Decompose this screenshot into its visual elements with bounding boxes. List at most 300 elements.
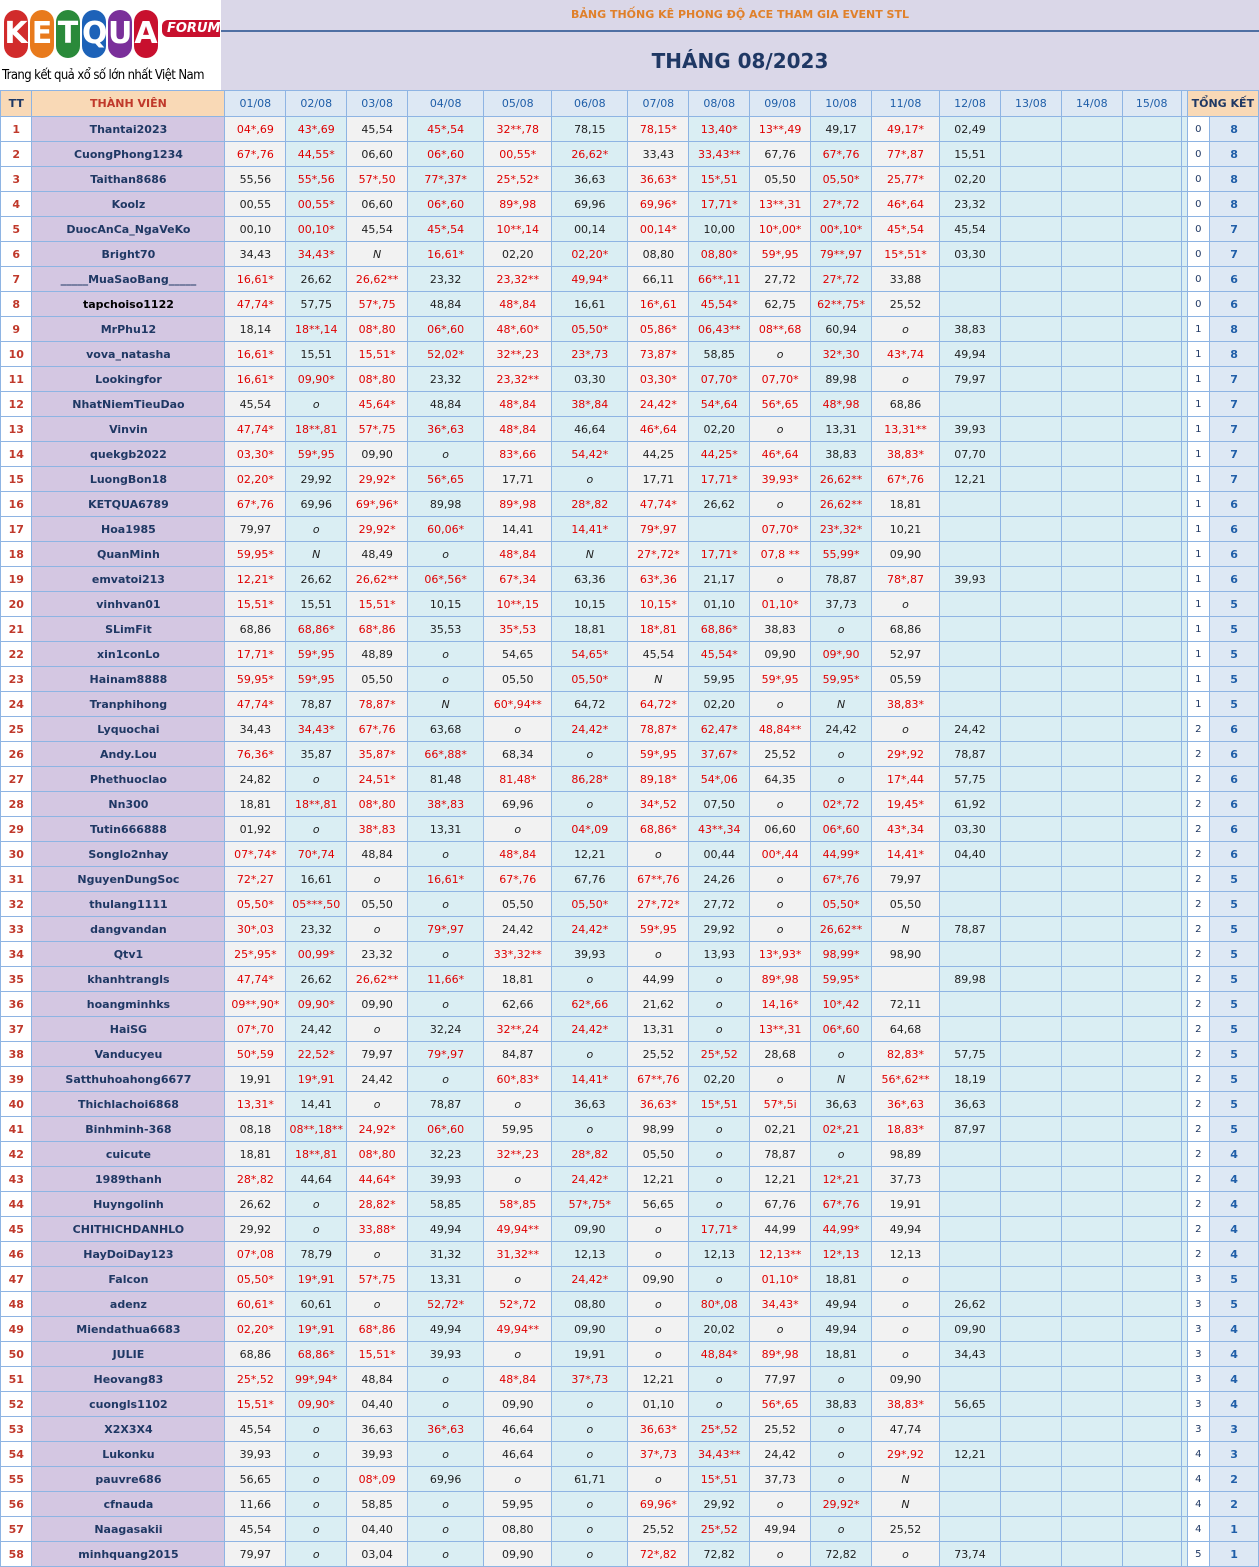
prediction-cell[interactable]: 13,31 — [628, 1017, 689, 1042]
prediction-cell[interactable]: 11,66* — [408, 967, 484, 992]
prediction-cell[interactable]: 32,23 — [408, 1142, 484, 1167]
prediction-cell[interactable]: 23,32 — [286, 917, 347, 942]
prediction-cell[interactable] — [940, 1167, 1001, 1192]
prediction-cell[interactable]: 67*,34 — [484, 567, 552, 592]
prediction-cell[interactable] — [940, 1242, 1001, 1267]
prediction-cell[interactable]: 29,92 — [689, 917, 750, 942]
prediction-cell[interactable]: 57,75 — [940, 767, 1001, 792]
prediction-cell[interactable]: 57*,75 — [347, 292, 408, 317]
prediction-cell[interactable]: 67*,76 — [811, 142, 872, 167]
prediction-cell[interactable]: 24,42 — [286, 1017, 347, 1042]
prediction-cell[interactable]: 37,73 — [750, 1467, 811, 1492]
prediction-cell[interactable]: 60*,94** — [484, 692, 552, 717]
prediction-cell[interactable]: 05,50 — [872, 892, 940, 917]
prediction-cell[interactable]: 28*,82 — [552, 492, 628, 517]
prediction-cell[interactable]: 16,61* — [225, 342, 286, 367]
prediction-cell[interactable]: 17,71 — [628, 467, 689, 492]
prediction-cell[interactable]: 78,87 — [408, 1092, 484, 1117]
prediction-cell[interactable]: 07,70* — [750, 367, 811, 392]
prediction-cell[interactable]: 05,50* — [552, 892, 628, 917]
prediction-cell[interactable]: 05***,50 — [286, 892, 347, 917]
prediction-cell[interactable]: 39,93* — [750, 467, 811, 492]
prediction-cell[interactable]: 69,96 — [552, 192, 628, 217]
empty-cell[interactable] — [1061, 542, 1122, 567]
prediction-cell[interactable]: 39,93 — [940, 417, 1001, 442]
prediction-cell[interactable]: 69,96 — [408, 1467, 484, 1492]
prediction-cell[interactable]: 31,32 — [408, 1242, 484, 1267]
prediction-cell[interactable]: 52,97 — [872, 642, 940, 667]
prediction-cell[interactable]: 66*,88* — [408, 742, 484, 767]
empty-cell[interactable] — [1061, 967, 1122, 992]
prediction-cell[interactable]: 38,83* — [872, 442, 940, 467]
prediction-cell[interactable]: 05,50* — [811, 167, 872, 192]
empty-cell[interactable] — [1000, 1167, 1061, 1192]
prediction-cell[interactable]: 81,48 — [408, 767, 484, 792]
prediction-cell[interactable]: o — [689, 1117, 750, 1142]
prediction-cell[interactable]: 23,32 — [347, 942, 408, 967]
empty-cell[interactable] — [1000, 617, 1061, 642]
prediction-cell[interactable]: 89,18* — [628, 767, 689, 792]
empty-cell[interactable] — [1000, 692, 1061, 717]
prediction-cell[interactable]: 00,44 — [689, 842, 750, 867]
prediction-cell[interactable]: o — [552, 967, 628, 992]
prediction-cell[interactable]: 38,83 — [940, 317, 1001, 342]
prediction-cell[interactable]: 20,02 — [689, 1317, 750, 1342]
prediction-cell[interactable]: 26,62 — [286, 567, 347, 592]
empty-cell[interactable] — [1000, 867, 1061, 892]
prediction-cell[interactable]: 25*,52 — [225, 1367, 286, 1392]
empty-cell[interactable] — [1061, 1317, 1122, 1342]
prediction-cell[interactable]: o — [552, 1417, 628, 1442]
prediction-cell[interactable]: 16,61 — [286, 867, 347, 892]
prediction-cell[interactable]: 00,55 — [225, 192, 286, 217]
prediction-cell[interactable]: 26,62 — [286, 267, 347, 292]
prediction-cell[interactable]: o — [286, 767, 347, 792]
empty-cell[interactable] — [1061, 567, 1122, 592]
prediction-cell[interactable]: 24,42* — [552, 717, 628, 742]
empty-cell[interactable] — [1122, 567, 1181, 592]
prediction-cell[interactable]: 32**,78 — [484, 117, 552, 142]
prediction-cell[interactable] — [872, 967, 940, 992]
prediction-cell[interactable]: 64,72 — [552, 692, 628, 717]
prediction-cell[interactable]: 80*,08 — [689, 1292, 750, 1317]
empty-cell[interactable] — [1122, 292, 1181, 317]
prediction-cell[interactable]: 48,84** — [750, 717, 811, 742]
prediction-cell[interactable]: 25,77* — [872, 167, 940, 192]
prediction-cell[interactable]: 78,87 — [811, 567, 872, 592]
prediction-cell[interactable]: 59,95* — [811, 967, 872, 992]
prediction-cell[interactable]: 24,42 — [484, 917, 552, 942]
prediction-cell[interactable]: 18,81 — [225, 1142, 286, 1167]
member-name[interactable]: _____MuaSaoBang_____ — [32, 267, 225, 292]
prediction-cell[interactable]: 34,43** — [689, 1442, 750, 1467]
prediction-cell[interactable]: o — [750, 1317, 811, 1342]
prediction-cell[interactable]: 38,83* — [872, 1392, 940, 1417]
prediction-cell[interactable]: 13*,93* — [750, 942, 811, 967]
prediction-cell[interactable]: 07,50 — [689, 792, 750, 817]
prediction-cell[interactable]: 05,50 — [347, 892, 408, 917]
prediction-cell[interactable]: 27*,72* — [628, 892, 689, 917]
member-name[interactable]: Tranphihong — [32, 692, 225, 717]
prediction-cell[interactable]: 05,50* — [811, 892, 872, 917]
prediction-cell[interactable]: 09**,90* — [225, 992, 286, 1017]
prediction-cell[interactable]: 68*,86 — [347, 1317, 408, 1342]
prediction-cell[interactable]: 28,82* — [347, 1192, 408, 1217]
prediction-cell[interactable]: 58,85 — [347, 1492, 408, 1517]
prediction-cell[interactable]: 17*,44 — [872, 767, 940, 792]
prediction-cell[interactable]: 89,98 — [940, 967, 1001, 992]
prediction-cell[interactable]: 59*,95 — [286, 642, 347, 667]
prediction-cell[interactable]: 13,31 — [811, 417, 872, 442]
prediction-cell[interactable]: o — [628, 1317, 689, 1342]
prediction-cell[interactable]: 14,16* — [750, 992, 811, 1017]
empty-cell[interactable] — [1061, 1467, 1122, 1492]
empty-cell[interactable] — [1061, 617, 1122, 642]
prediction-cell[interactable]: 59,95 — [484, 1117, 552, 1142]
prediction-cell[interactable]: o — [872, 1342, 940, 1367]
prediction-cell[interactable]: o — [689, 992, 750, 1017]
member-name[interactable]: Binhminh-368 — [32, 1117, 225, 1142]
prediction-cell[interactable]: 09,90 — [484, 1542, 552, 1567]
prediction-cell[interactable]: 00,10* — [286, 217, 347, 242]
prediction-cell[interactable]: 34*,52 — [628, 792, 689, 817]
prediction-cell[interactable]: 29*,92 — [872, 1442, 940, 1467]
prediction-cell[interactable]: 09,90 — [872, 1367, 940, 1392]
empty-cell[interactable] — [1061, 1367, 1122, 1392]
empty-cell[interactable] — [1000, 317, 1061, 342]
prediction-cell[interactable]: 47,74* — [225, 967, 286, 992]
prediction-cell[interactable]: o — [484, 1342, 552, 1367]
prediction-cell[interactable]: 04,40 — [347, 1517, 408, 1542]
empty-cell[interactable] — [1000, 1017, 1061, 1042]
prediction-cell[interactable]: 72,82 — [689, 1542, 750, 1567]
prediction-cell[interactable]: o — [750, 1542, 811, 1567]
prediction-cell[interactable]: 78,87 — [940, 917, 1001, 942]
prediction-cell[interactable]: 29,92 — [689, 1492, 750, 1517]
prediction-cell[interactable]: 89*,98 — [484, 192, 552, 217]
prediction-cell[interactable] — [940, 892, 1001, 917]
prediction-cell[interactable]: 03,30 — [552, 367, 628, 392]
empty-cell[interactable] — [1000, 667, 1061, 692]
empty-cell[interactable] — [1122, 1517, 1181, 1542]
prediction-cell[interactable]: 56,65 — [940, 1392, 1001, 1417]
prediction-cell[interactable]: o — [408, 667, 484, 692]
prediction-cell[interactable]: 79**,97 — [811, 242, 872, 267]
empty-cell[interactable] — [1061, 1142, 1122, 1167]
prediction-cell[interactable]: 06*,60 — [811, 1017, 872, 1042]
prediction-cell[interactable]: 59,95 — [689, 667, 750, 692]
prediction-cell[interactable]: 23,32 — [408, 367, 484, 392]
prediction-cell[interactable]: 10,21 — [872, 517, 940, 542]
prediction-cell[interactable]: 02,20* — [225, 1317, 286, 1342]
prediction-cell[interactable]: 12,21 — [628, 1167, 689, 1192]
member-name[interactable]: CHITHICHDANHLO — [32, 1217, 225, 1242]
prediction-cell[interactable]: 58,85 — [408, 1192, 484, 1217]
prediction-cell[interactable]: o — [408, 842, 484, 867]
prediction-cell[interactable]: 13,93 — [689, 942, 750, 967]
prediction-cell[interactable]: 48,49 — [347, 542, 408, 567]
prediction-cell[interactable]: 36,63* — [628, 167, 689, 192]
prediction-cell[interactable]: N — [872, 917, 940, 942]
prediction-cell[interactable]: 15,51* — [225, 592, 286, 617]
prediction-cell[interactable]: 21,62 — [628, 992, 689, 1017]
member-name[interactable]: Hoa1985 — [32, 517, 225, 542]
member-name[interactable]: minhquang2015 — [32, 1542, 225, 1567]
prediction-cell[interactable]: 55*,56 — [286, 167, 347, 192]
prediction-cell[interactable]: o — [286, 1192, 347, 1217]
empty-cell[interactable] — [1000, 742, 1061, 767]
prediction-cell[interactable]: 02,20 — [689, 417, 750, 442]
empty-cell[interactable] — [1061, 892, 1122, 917]
empty-cell[interactable] — [1000, 417, 1061, 442]
prediction-cell[interactable]: N — [628, 667, 689, 692]
prediction-cell[interactable]: 48*,84 — [484, 842, 552, 867]
prediction-cell[interactable]: 68,86 — [872, 617, 940, 642]
prediction-cell[interactable]: o — [750, 492, 811, 517]
prediction-cell[interactable]: o — [286, 517, 347, 542]
prediction-cell[interactable]: 78,79 — [286, 1242, 347, 1267]
prediction-cell[interactable]: 32**,23 — [484, 1142, 552, 1167]
empty-cell[interactable] — [1122, 617, 1181, 642]
member-name[interactable]: Songlo2nhay — [32, 842, 225, 867]
prediction-cell[interactable]: 59*,95 — [628, 742, 689, 767]
empty-cell[interactable] — [1122, 1542, 1181, 1567]
prediction-cell[interactable]: 06,43** — [689, 317, 750, 342]
prediction-cell[interactable]: o — [811, 1042, 872, 1067]
prediction-cell[interactable]: o — [811, 742, 872, 767]
prediction-cell[interactable]: o — [872, 1292, 940, 1317]
prediction-cell[interactable]: 18,81 — [225, 792, 286, 817]
prediction-cell[interactable]: 06*,60 — [408, 192, 484, 217]
empty-cell[interactable] — [1122, 1442, 1181, 1467]
prediction-cell[interactable]: 16,61* — [408, 242, 484, 267]
prediction-cell[interactable]: 33,43 — [628, 142, 689, 167]
prediction-cell[interactable]: 18,14 — [225, 317, 286, 342]
prediction-cell[interactable]: 45,54* — [689, 642, 750, 667]
prediction-cell[interactable]: o — [552, 1042, 628, 1067]
empty-cell[interactable] — [1000, 942, 1061, 967]
empty-cell[interactable] — [1000, 1292, 1061, 1317]
prediction-cell[interactable]: 24,42 — [347, 1067, 408, 1092]
prediction-cell[interactable]: 26,62 — [286, 967, 347, 992]
prediction-cell[interactable]: 62,75 — [750, 292, 811, 317]
prediction-cell[interactable]: 28*,82 — [225, 1167, 286, 1192]
prediction-cell[interactable]: 45*,54 — [408, 117, 484, 142]
prediction-cell[interactable]: 32**,23 — [484, 342, 552, 367]
prediction-cell[interactable]: 56*,65 — [408, 467, 484, 492]
member-name[interactable]: Hainam8888 — [32, 667, 225, 692]
member-name[interactable]: pauvre686 — [32, 1467, 225, 1492]
prediction-cell[interactable]: o — [811, 1517, 872, 1542]
prediction-cell[interactable]: 09,90 — [940, 1317, 1001, 1342]
prediction-cell[interactable]: o — [689, 1017, 750, 1042]
prediction-cell[interactable]: 18*,81 — [628, 617, 689, 642]
prediction-cell[interactable]: 43*,69 — [286, 117, 347, 142]
prediction-cell[interactable]: N — [811, 692, 872, 717]
prediction-cell[interactable]: 27*,72* — [628, 542, 689, 567]
prediction-cell[interactable]: 37,73 — [811, 592, 872, 617]
prediction-cell[interactable]: 57*,75 — [347, 417, 408, 442]
prediction-cell[interactable]: 49,94** — [484, 1317, 552, 1342]
prediction-cell[interactable]: 67,76 — [750, 1192, 811, 1217]
prediction-cell[interactable]: o — [408, 1367, 484, 1392]
prediction-cell[interactable]: 32**,24 — [484, 1017, 552, 1042]
empty-cell[interactable] — [1000, 642, 1061, 667]
prediction-cell[interactable]: 63,68 — [408, 717, 484, 742]
prediction-cell[interactable]: 17,71* — [689, 467, 750, 492]
prediction-cell[interactable]: 19,91 — [872, 1192, 940, 1217]
prediction-cell[interactable]: 24,26 — [689, 867, 750, 892]
prediction-cell[interactable]: 62**,75* — [811, 292, 872, 317]
member-name[interactable]: tapchoiso1122 — [32, 292, 225, 317]
empty-cell[interactable] — [1000, 392, 1061, 417]
empty-cell[interactable] — [1122, 417, 1181, 442]
empty-cell[interactable] — [1061, 1092, 1122, 1117]
prediction-cell[interactable]: 00,10 — [225, 217, 286, 242]
prediction-cell[interactable]: 48,84* — [689, 1342, 750, 1367]
prediction-cell[interactable]: 55,56 — [225, 167, 286, 192]
prediction-cell[interactable]: 64,35 — [750, 767, 811, 792]
prediction-cell[interactable] — [940, 1417, 1001, 1442]
member-name[interactable]: Huyngolinh — [32, 1192, 225, 1217]
prediction-cell[interactable]: 79,97 — [225, 517, 286, 542]
prediction-cell[interactable]: 69,96 — [484, 792, 552, 817]
empty-cell[interactable] — [1122, 917, 1181, 942]
prediction-cell[interactable]: 37*,73 — [628, 1442, 689, 1467]
prediction-cell[interactable]: 48*,98 — [811, 392, 872, 417]
prediction-cell[interactable]: 46*,64 — [628, 417, 689, 442]
prediction-cell[interactable]: o — [552, 1392, 628, 1417]
member-name[interactable]: Koolz — [32, 192, 225, 217]
prediction-cell[interactable]: 57*,75* — [552, 1192, 628, 1217]
prediction-cell[interactable]: 18**,81 — [286, 1142, 347, 1167]
member-name[interactable]: adenz — [32, 1292, 225, 1317]
empty-cell[interactable] — [1000, 1042, 1061, 1067]
prediction-cell[interactable] — [940, 1367, 1001, 1392]
prediction-cell[interactable]: 24,51* — [347, 767, 408, 792]
prediction-cell[interactable] — [940, 1267, 1001, 1292]
prediction-cell[interactable]: 79,97 — [347, 1042, 408, 1067]
prediction-cell[interactable]: 10*,00* — [750, 217, 811, 242]
prediction-cell[interactable]: o — [552, 1492, 628, 1517]
prediction-cell[interactable]: o — [811, 1142, 872, 1167]
prediction-cell[interactable]: 60*,83* — [484, 1067, 552, 1092]
prediction-cell[interactable]: 02,20* — [552, 242, 628, 267]
empty-cell[interactable] — [1000, 167, 1061, 192]
prediction-cell[interactable]: 37*,73 — [552, 1367, 628, 1392]
prediction-cell[interactable]: 12,13 — [552, 1242, 628, 1267]
member-name[interactable]: Satthuhoahong6677 — [32, 1067, 225, 1092]
prediction-cell[interactable]: 52,02* — [408, 342, 484, 367]
prediction-cell[interactable] — [940, 542, 1001, 567]
empty-cell[interactable] — [1061, 317, 1122, 342]
member-name[interactable]: Miendathua6683 — [32, 1317, 225, 1342]
member-name[interactable]: vinhvan01 — [32, 592, 225, 617]
prediction-cell[interactable]: o — [750, 342, 811, 367]
prediction-cell[interactable]: 12,21 — [940, 1442, 1001, 1467]
prediction-cell[interactable]: 36,63 — [940, 1092, 1001, 1117]
prediction-cell[interactable]: 45*,54 — [408, 217, 484, 242]
prediction-cell[interactable]: 52*,72 — [484, 1292, 552, 1317]
prediction-cell[interactable]: 59*,95 — [286, 442, 347, 467]
prediction-cell[interactable]: 07,70 — [940, 442, 1001, 467]
prediction-cell[interactable]: 14,41* — [872, 842, 940, 867]
prediction-cell[interactable]: 33,43** — [689, 142, 750, 167]
prediction-cell[interactable]: 69*,96* — [347, 492, 408, 517]
member-name[interactable]: Thantai2023 — [32, 117, 225, 142]
prediction-cell[interactable]: 15*,51 — [689, 1092, 750, 1117]
prediction-cell[interactable]: N — [811, 1067, 872, 1092]
prediction-cell[interactable] — [940, 1192, 1001, 1217]
empty-cell[interactable] — [1122, 1417, 1181, 1442]
prediction-cell[interactable]: o — [750, 792, 811, 817]
prediction-cell[interactable]: 26,62** — [347, 967, 408, 992]
empty-cell[interactable] — [1061, 1292, 1122, 1317]
prediction-cell[interactable]: 79,97 — [872, 867, 940, 892]
prediction-cell[interactable]: 48,84 — [347, 842, 408, 867]
empty-cell[interactable] — [1061, 367, 1122, 392]
prediction-cell[interactable]: 12,21 — [940, 467, 1001, 492]
empty-cell[interactable] — [1061, 842, 1122, 867]
member-name[interactable]: NhatNiemTieuDao — [32, 392, 225, 417]
empty-cell[interactable] — [1061, 167, 1122, 192]
prediction-cell[interactable]: 48*,84 — [484, 392, 552, 417]
prediction-cell[interactable]: 36,63* — [628, 1092, 689, 1117]
prediction-cell[interactable]: 26,62 — [689, 492, 750, 517]
prediction-cell[interactable]: o — [689, 1142, 750, 1167]
member-name[interactable]: Qtv1 — [32, 942, 225, 967]
prediction-cell[interactable]: o — [811, 617, 872, 642]
prediction-cell[interactable]: 54*,64 — [689, 392, 750, 417]
prediction-cell[interactable] — [940, 1517, 1001, 1542]
prediction-cell[interactable]: 24,42* — [628, 392, 689, 417]
prediction-cell[interactable]: 31,32** — [484, 1242, 552, 1267]
prediction-cell[interactable]: 37,73 — [872, 1167, 940, 1192]
empty-cell[interactable] — [1000, 917, 1061, 942]
prediction-cell[interactable]: 15*,51 — [689, 167, 750, 192]
empty-cell[interactable] — [1122, 1192, 1181, 1217]
prediction-cell[interactable]: o — [628, 1342, 689, 1367]
prediction-cell[interactable]: o — [872, 317, 940, 342]
empty-cell[interactable] — [1061, 1342, 1122, 1367]
prediction-cell[interactable]: 78,15 — [552, 117, 628, 142]
prediction-cell[interactable]: 15,51 — [940, 142, 1001, 167]
empty-cell[interactable] — [1061, 767, 1122, 792]
prediction-cell[interactable]: 03,30 — [940, 817, 1001, 842]
prediction-cell[interactable]: o — [628, 942, 689, 967]
member-name[interactable]: dangvandan — [32, 917, 225, 942]
prediction-cell[interactable]: 12*,13 — [811, 1242, 872, 1267]
prediction-cell[interactable]: 14,41 — [286, 1092, 347, 1117]
member-name[interactable]: Heovang83 — [32, 1367, 225, 1392]
prediction-cell[interactable]: o — [689, 1367, 750, 1392]
prediction-cell[interactable]: 77*,87 — [872, 142, 940, 167]
prediction-cell[interactable]: 27,72 — [689, 892, 750, 917]
prediction-cell[interactable]: 89,98 — [408, 492, 484, 517]
prediction-cell[interactable]: 43*,74 — [872, 342, 940, 367]
prediction-cell[interactable]: 23,32** — [484, 367, 552, 392]
empty-cell[interactable] — [1000, 1067, 1061, 1092]
empty-cell[interactable] — [1122, 967, 1181, 992]
prediction-cell[interactable]: 22,52* — [286, 1042, 347, 1067]
prediction-cell[interactable]: 44,99* — [811, 842, 872, 867]
prediction-cell[interactable]: o — [689, 1392, 750, 1417]
prediction-cell[interactable]: 08,80* — [689, 242, 750, 267]
prediction-cell[interactable]: o — [689, 967, 750, 992]
prediction-cell[interactable]: 54*,06 — [689, 767, 750, 792]
prediction-cell[interactable]: o — [750, 1067, 811, 1092]
prediction-cell[interactable]: 38,83 — [811, 1392, 872, 1417]
